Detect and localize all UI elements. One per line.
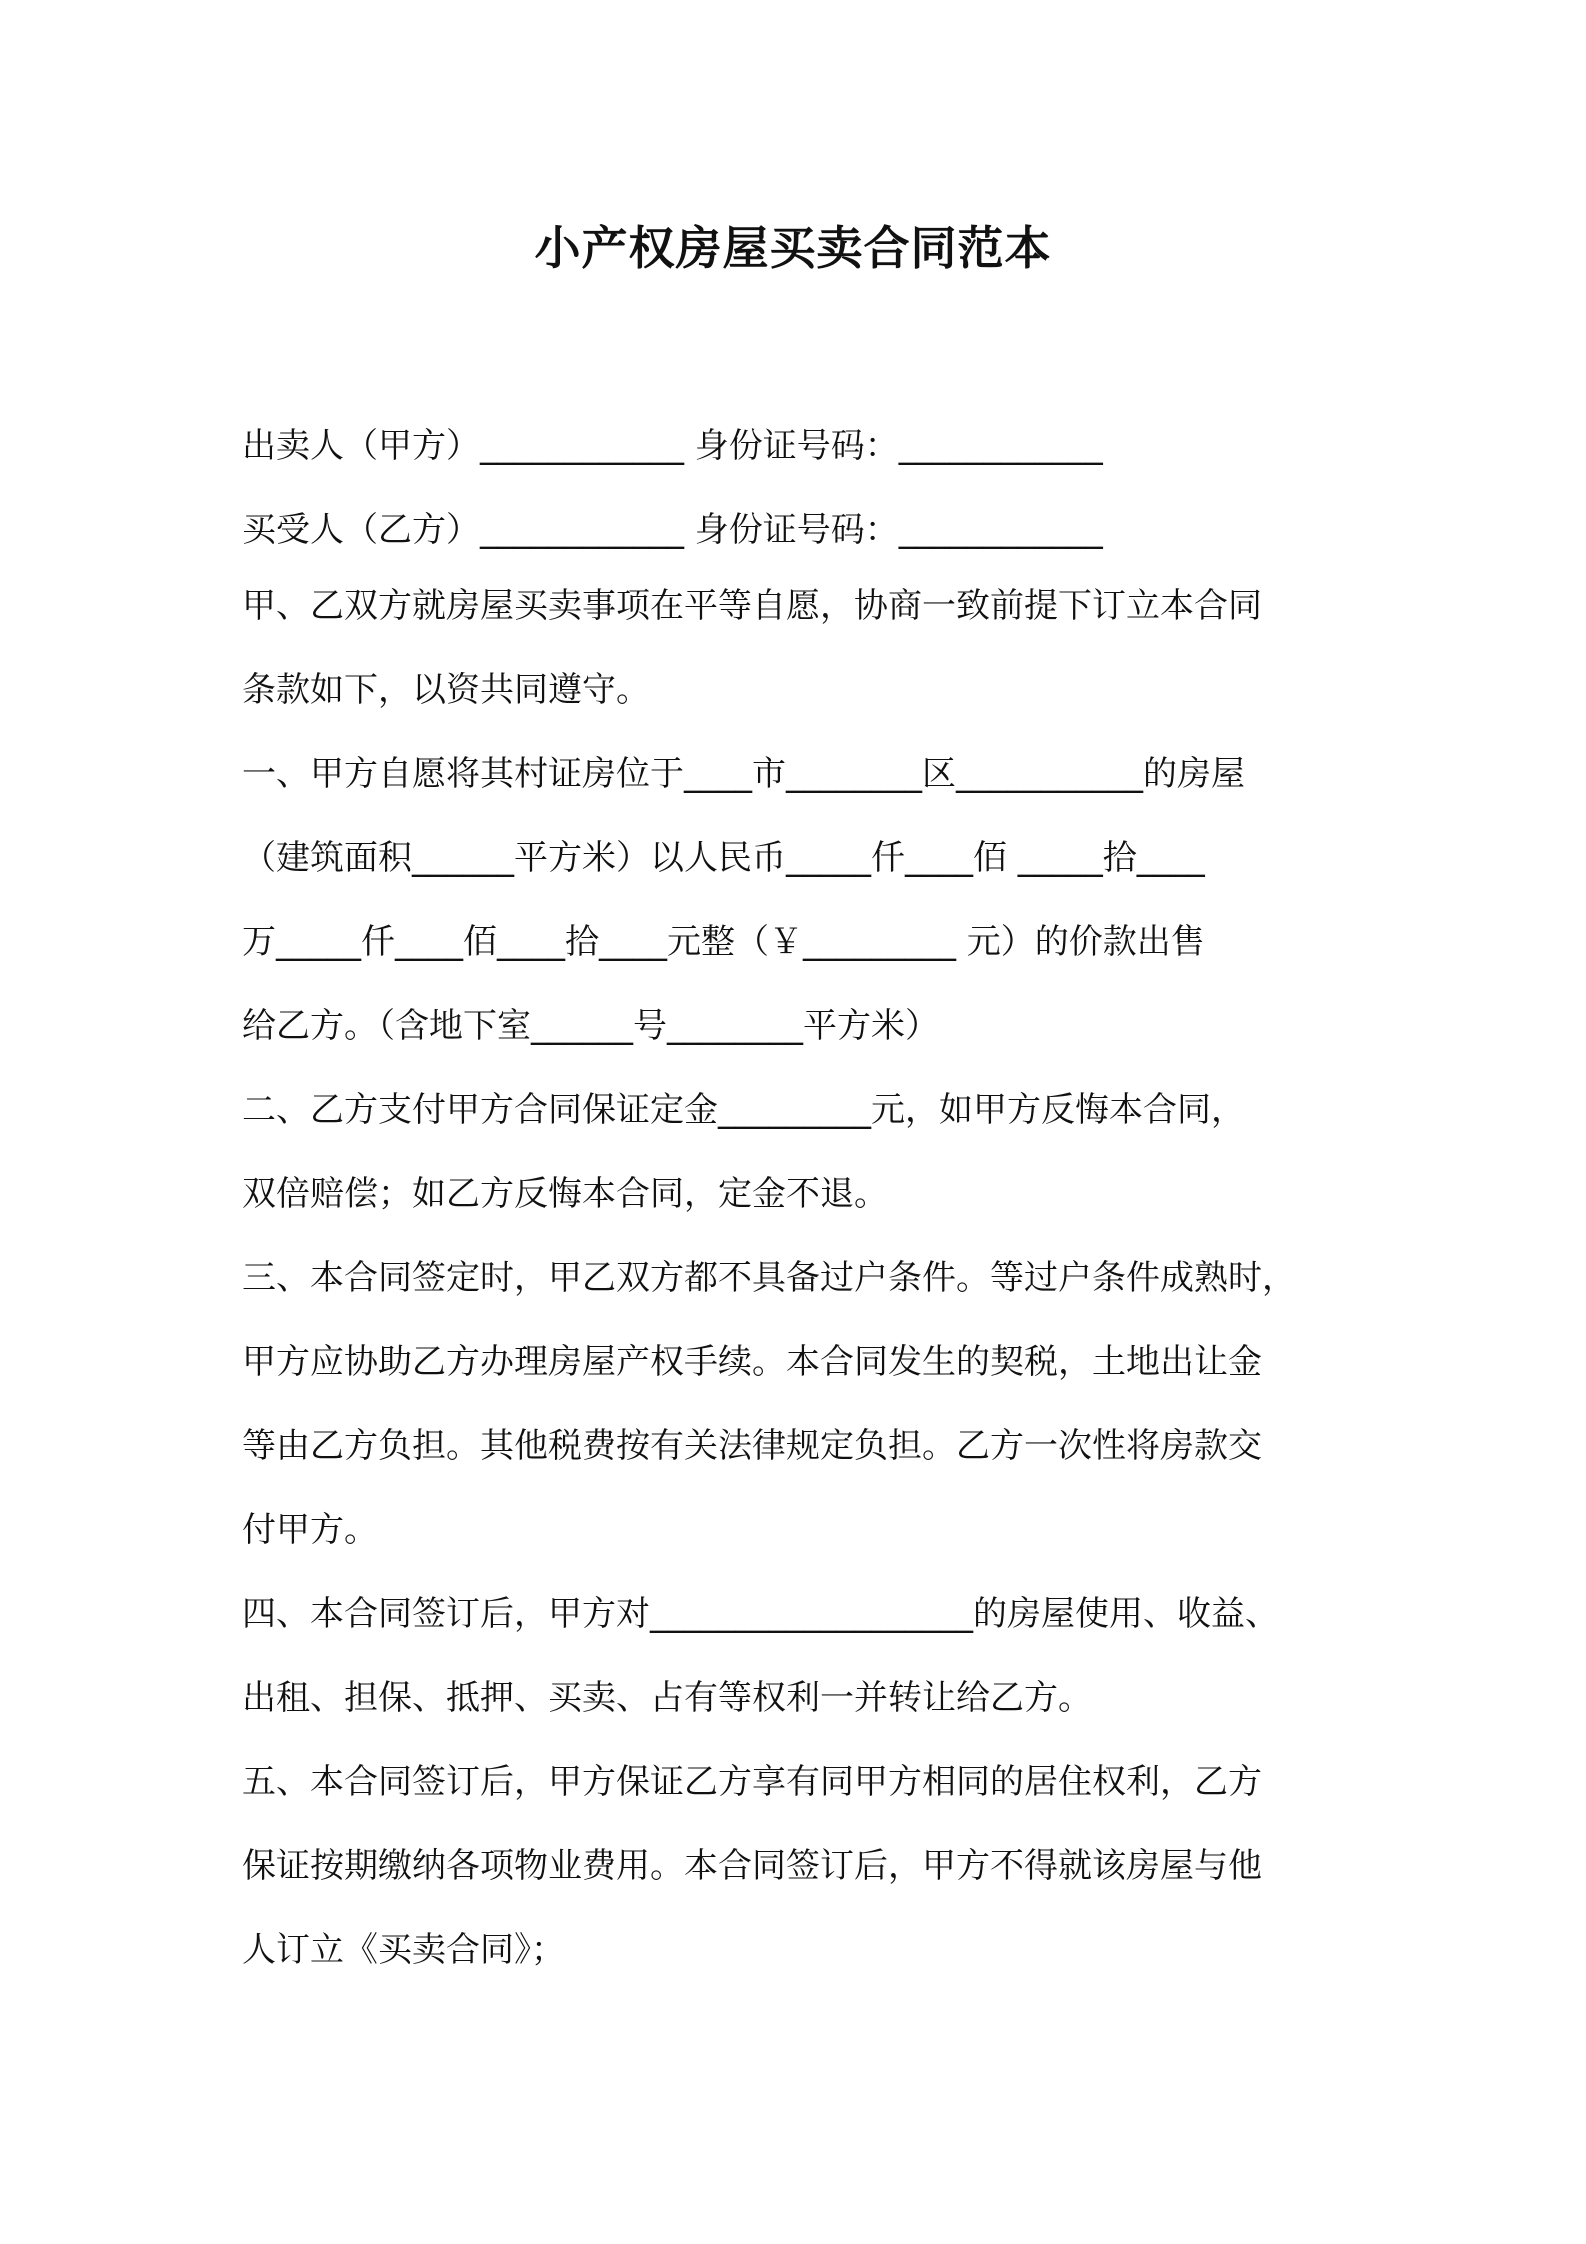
clause-1-line: （建筑面积______平方米）以人民币_____仟____佰 _____拾____: [242, 838, 1205, 878]
clause-1-line: 万_____仟____佰____拾____元整（￥_________ 元）的价款出售: [242, 922, 1205, 962]
seller-line: 出卖人（甲方）____________ 身份证号码：____________: [242, 426, 1103, 466]
clause-1-line: 一、甲方自愿将其村证房位于____市________区___________的房屋: [242, 754, 1245, 794]
clause-5-line: 人订立《买卖合同》；: [242, 1930, 565, 1970]
clause-3-line: 甲方应协助乙方办理房屋产权手续。本合同发生的契税，土地出让金: [242, 1342, 1262, 1382]
clause-4-line: 出租、担保、抵押、买卖、占有等权利一并转让给乙方。: [242, 1678, 1092, 1718]
clause-4-line: 四、本合同签订后，甲方对___________________的房屋使用、收益、: [242, 1594, 1279, 1634]
preamble-line: 条款如下，以资共同遵守。: [242, 670, 650, 710]
clause-1-line: 给乙方。（含地下室______号________平方米）: [242, 1006, 939, 1046]
clause-2-line: 双倍赔偿；如乙方反悔本合同，定金不退。: [242, 1174, 888, 1214]
clause-5-line: 保证按期缴纳各项物业费用。本合同签订后，甲方不得就该房屋与他: [242, 1846, 1262, 1886]
buyer-line: 买受人（乙方）____________ 身份证号码：____________: [242, 510, 1103, 550]
clause-2-line: 二、乙方支付甲方合同保证定金_________元，如甲方反悔本合同，: [242, 1090, 1245, 1130]
clause-3-line: 付甲方。: [242, 1510, 378, 1550]
clause-3-line: 等由乙方负担。其他税费按有关法律规定负担。乙方一次性将房款交: [242, 1426, 1262, 1466]
clause-5-line: 五、本合同签订后，甲方保证乙方享有同甲方相同的居住权利，乙方: [242, 1762, 1262, 1802]
clause-3-line: 三、本合同签定时，甲乙双方都不具备过户条件。等过户条件成熟时，: [242, 1258, 1296, 1298]
document-title: 小产权房屋买卖合同范本: [534, 221, 1052, 275]
preamble-line: 甲、乙双方就房屋买卖事项在平等自愿，协商一致前提下订立本合同: [242, 586, 1262, 626]
